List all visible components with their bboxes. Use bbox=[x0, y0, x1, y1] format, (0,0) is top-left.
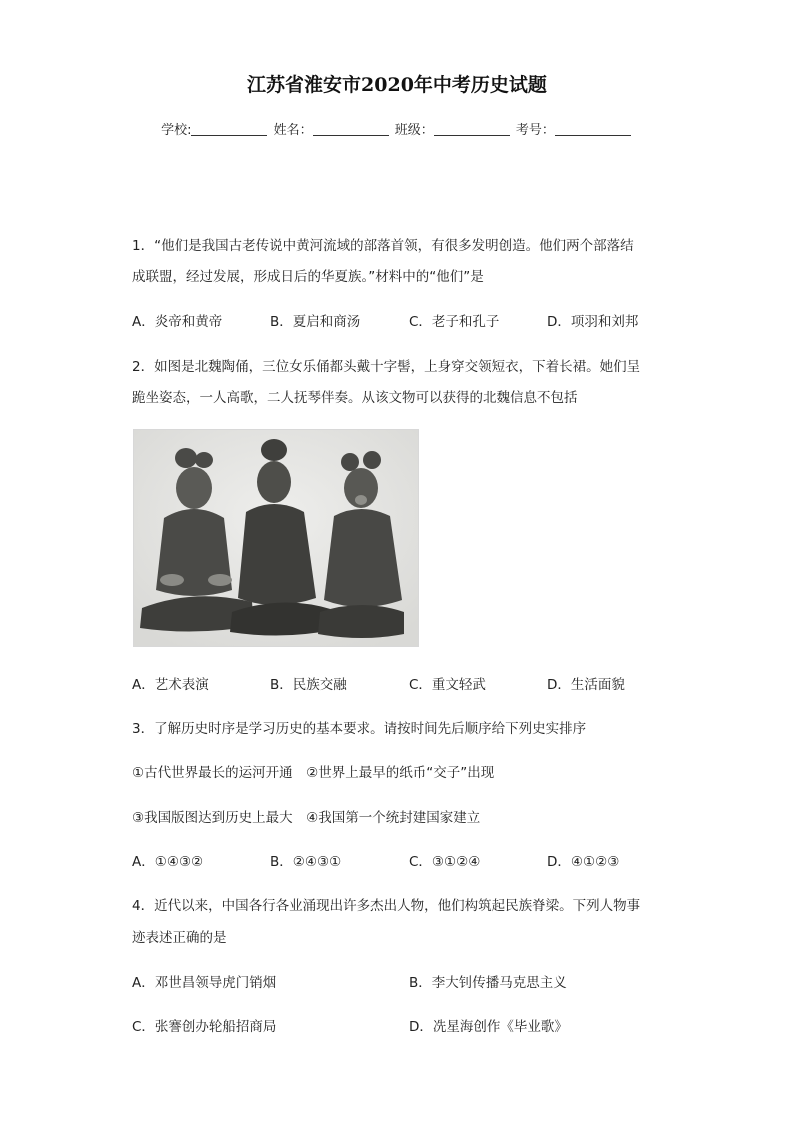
question-1-option-d[interactable]: D．项羽和刘邦 bbox=[547, 314, 639, 330]
question-3-line-1: 3．了解历史时序是学习历史的基本要求。请按时间先后顺序给下列史实排序 bbox=[132, 721, 587, 737]
class-blank[interactable] bbox=[434, 122, 510, 136]
pottery-figurines-photo bbox=[133, 429, 419, 647]
question-1-option-b[interactable]: B．夏启和商汤 bbox=[270, 314, 361, 330]
name-label: 姓名： bbox=[273, 123, 313, 138]
question-3-line-2: ①古代世界最长的运河开通 ②世界上最早的纸币“交子”出现 bbox=[132, 765, 495, 781]
exam-number-blank[interactable] bbox=[555, 122, 631, 136]
question-1-line-1: 1．“他们是我国古老传说中黄河流域的部落首领，有很多发明创造。他们两个部落结 bbox=[132, 238, 634, 254]
question-2-option-c[interactable]: C．重文轻武 bbox=[409, 677, 486, 693]
question-4-option-a[interactable]: A．邓世昌领导虎门销烟 bbox=[132, 975, 277, 991]
student-info-row bbox=[0, 119, 794, 138]
question-2-option-b[interactable]: B．民族交融 bbox=[270, 677, 347, 693]
question-4-option-d[interactable]: D．冼星海创作《毕业歌》 bbox=[409, 1019, 568, 1035]
question-3-option-b[interactable]: B．②④③① bbox=[270, 854, 342, 870]
school-label: 学校: bbox=[161, 123, 192, 138]
question-4-line-1: 4．近代以来，中国各行各业涌现出许多杰出人物，他们构筑起民族脊梁。下列人物事 bbox=[132, 898, 641, 914]
question-4-option-b[interactable]: B．李大钊传播马克思主义 bbox=[409, 975, 567, 991]
figurines-illustration bbox=[134, 430, 418, 646]
exam-number-label: 考号： bbox=[515, 123, 555, 138]
question-1-option-a[interactable]: A．炎帝和黄帝 bbox=[132, 314, 223, 330]
name-blank[interactable] bbox=[313, 122, 389, 136]
question-1-line-2: 成联盟，经过发展，形成日后的华夏族。”材料中的“他们”是 bbox=[132, 269, 484, 285]
question-2-line-2: 跪坐姿态，一人高歌，二人抚琴伴奏。从该文物可以获得的北魏信息不包括 bbox=[132, 390, 578, 406]
school-blank[interactable] bbox=[191, 122, 267, 136]
question-2-option-a[interactable]: A．艺术表演 bbox=[132, 677, 209, 693]
class-label: 班级： bbox=[394, 123, 434, 138]
question-3-line-3: ③我国版图达到历史上最大 ④我国第一个统封建国家建立 bbox=[132, 810, 481, 826]
question-3-option-d[interactable]: D．④①②③ bbox=[547, 854, 620, 870]
exam-title: 江苏省淮安市2020年中考历史试题 bbox=[247, 74, 547, 96]
question-3-option-a[interactable]: A．①④③② bbox=[132, 854, 204, 870]
question-1-option-c[interactable]: C．老子和孔子 bbox=[409, 314, 500, 330]
question-2-line-1: 2．如图是北魏陶俑，三位女乐俑都头戴十字髻，上身穿交领短衣，下着长裙。她们呈 bbox=[132, 359, 641, 375]
question-4-option-c[interactable]: C．张謇创办轮船招商局 bbox=[132, 1019, 277, 1035]
question-2-option-d[interactable]: D．生活面貌 bbox=[547, 677, 625, 693]
question-4-line-2: 迹表述正确的是 bbox=[132, 930, 227, 946]
question-3-option-c[interactable]: C．③①②④ bbox=[409, 854, 481, 870]
